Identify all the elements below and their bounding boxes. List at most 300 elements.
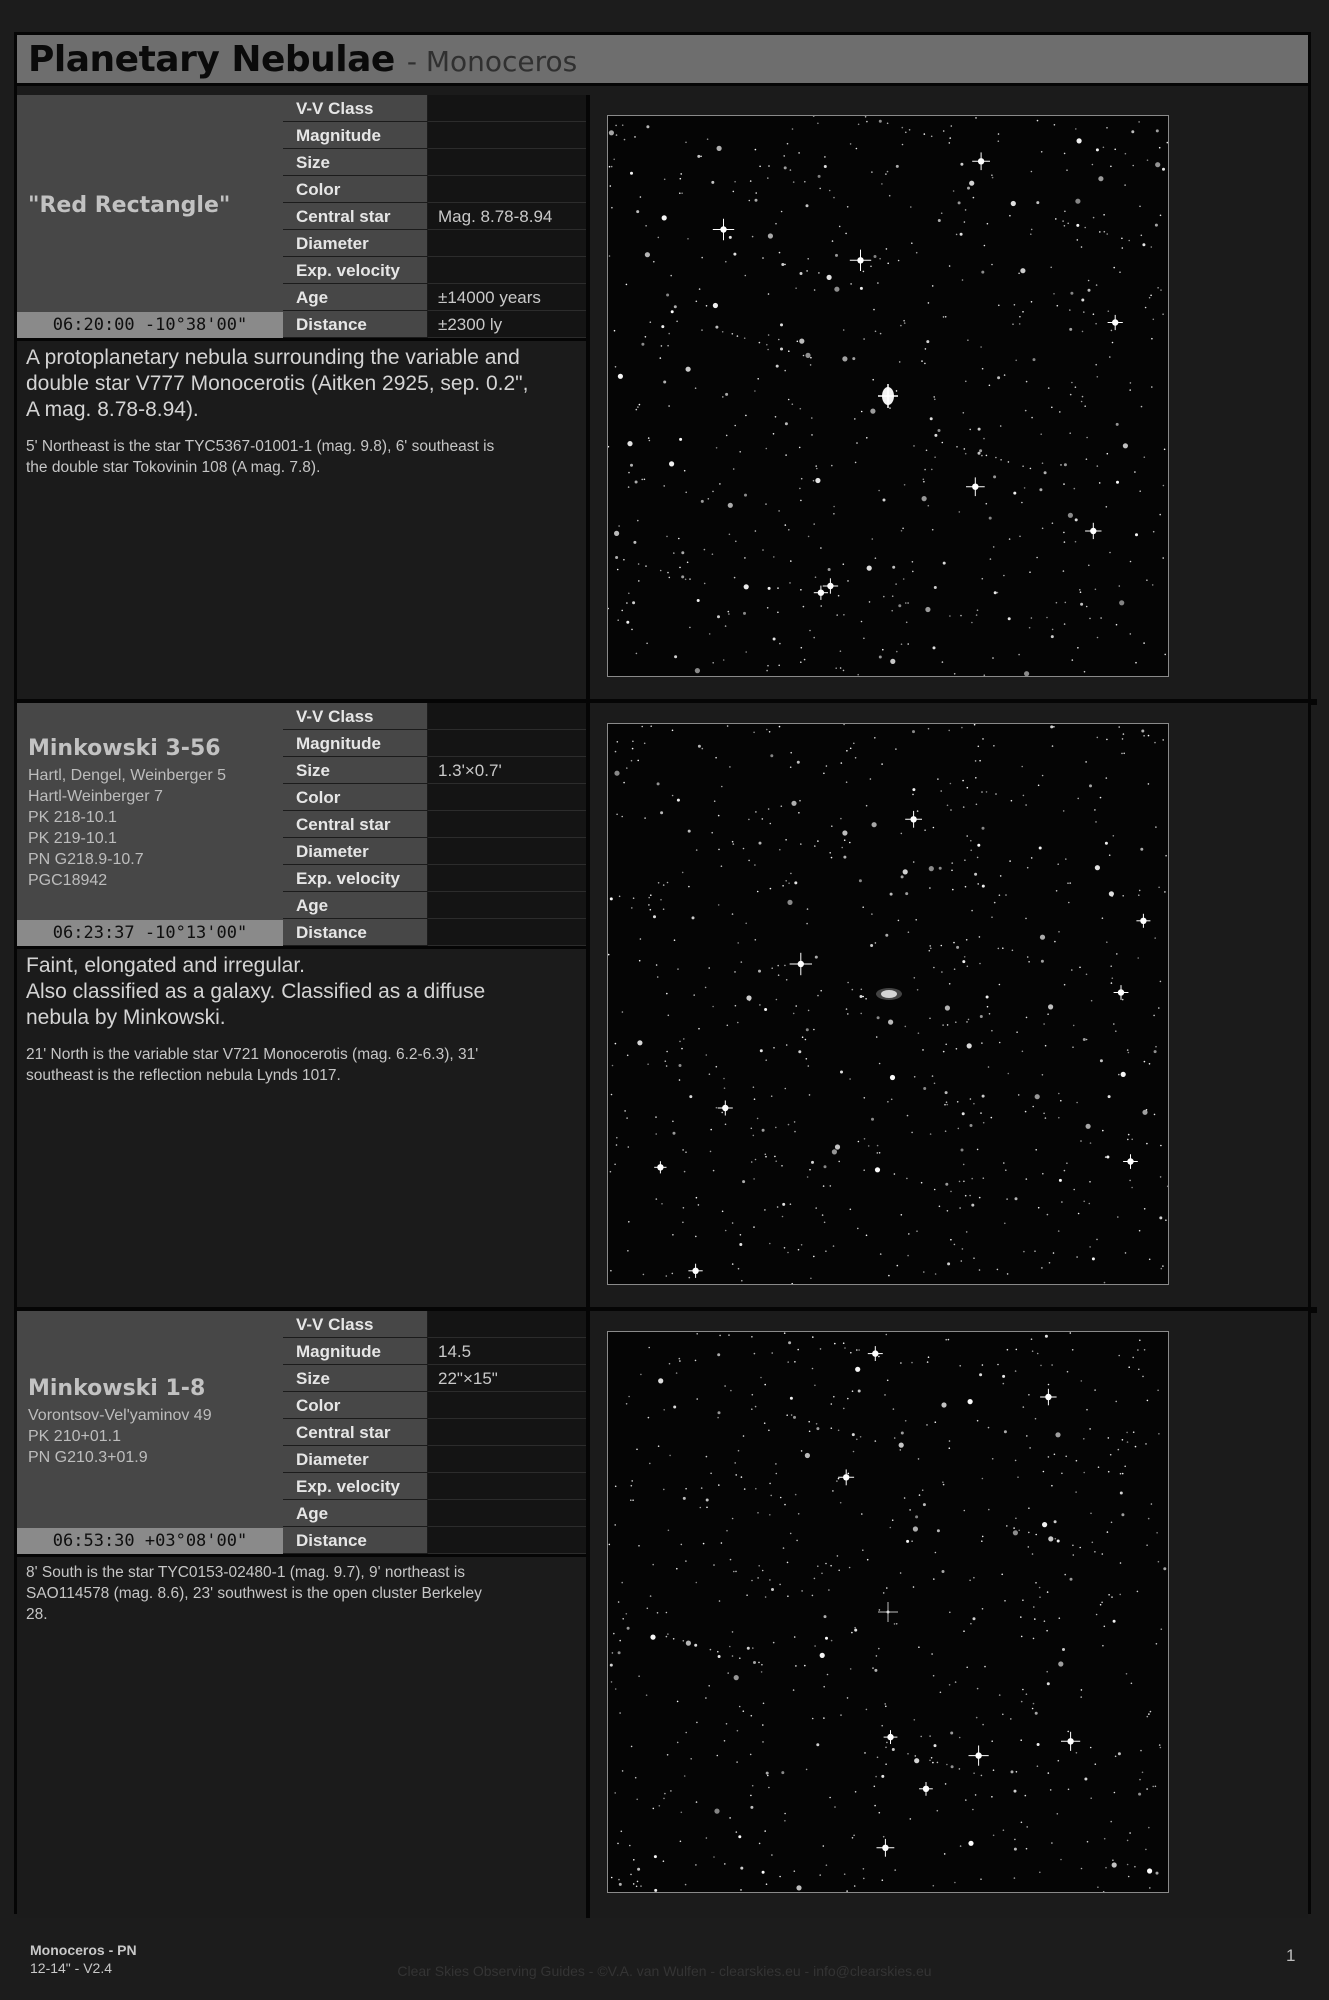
star [953,190,955,192]
star [799,488,801,490]
star [867,566,872,571]
star [611,1094,613,1096]
star [1128,1134,1130,1136]
star [621,1831,623,1833]
star [743,612,746,615]
star [1103,214,1105,216]
star [816,1427,819,1430]
star [933,967,935,969]
star [947,1024,949,1026]
star [803,606,805,608]
bright-star [884,1730,898,1744]
star [806,1028,809,1031]
property-label: Magnitude [283,730,427,757]
star [666,294,669,297]
star [857,1228,859,1230]
star [724,1863,726,1865]
star [962,279,964,281]
property-row-magnitude [283,730,586,757]
star [793,181,795,183]
star [833,197,835,199]
star [1047,1214,1049,1216]
star [1022,1051,1024,1053]
star [986,996,989,999]
star [966,1231,968,1233]
star [701,500,704,503]
star [672,1273,674,1275]
star [797,1349,799,1351]
star [945,316,947,318]
title-text: Planetary Nebulae [28,39,395,80]
star [965,453,967,455]
star [1022,1689,1024,1691]
star [784,166,787,169]
star [871,171,873,173]
property-label: Diameter [283,230,427,257]
star [932,1762,934,1764]
star [988,1427,990,1429]
star [915,1755,917,1757]
star [1057,863,1059,865]
star [1147,1400,1149,1402]
star [1131,130,1134,133]
star [1079,1547,1081,1549]
star [1106,506,1108,508]
star [616,814,618,816]
star [860,995,863,998]
star [773,556,775,558]
star [750,1754,752,1756]
star [786,1044,788,1046]
star [1087,1841,1089,1843]
star [1033,1638,1035,1640]
alias-item: PK 219-10.1 [28,830,117,847]
star [1062,1648,1065,1651]
bright-star [654,1161,666,1173]
star [1130,561,1132,563]
star [800,589,802,591]
star [1016,1771,1018,1773]
star [729,236,732,239]
star [623,782,625,784]
star [1094,1551,1096,1553]
star [1027,867,1029,869]
star [745,651,747,653]
star [834,1343,836,1345]
star [1032,1106,1034,1108]
star [779,1584,781,1586]
star [1161,1628,1163,1630]
star [770,823,772,825]
star [1072,1046,1074,1048]
star [1048,1456,1050,1458]
star [1068,513,1073,518]
star [825,1637,828,1640]
star [1090,1513,1092,1515]
star [710,1649,712,1651]
property-row-distance [283,919,586,946]
star [791,801,796,806]
star [793,1013,795,1015]
star [934,434,937,437]
star [901,1432,904,1435]
star [794,1131,796,1133]
star [992,1458,994,1460]
star-field-image [607,723,1169,1285]
star [937,778,939,780]
star [666,993,668,995]
star [696,1582,698,1584]
star [767,607,769,609]
star [711,832,713,834]
star [877,1016,880,1019]
star [923,481,925,483]
object-coordinates: 06:20:00 -10°38'00" [17,312,283,338]
star [688,886,690,888]
star [1065,858,1067,860]
star [864,1138,866,1140]
star [1028,1394,1030,1396]
star [963,806,965,808]
star [1122,1439,1124,1441]
star [928,505,930,507]
star [1145,1443,1147,1445]
star [1139,206,1141,208]
star [1111,330,1113,332]
star [1064,541,1066,543]
star [944,1104,946,1106]
star [717,1755,719,1757]
star [970,1098,972,1100]
star [918,1458,920,1460]
star [1154,1050,1157,1053]
star [661,1203,663,1205]
star [1081,299,1084,302]
star [754,864,756,866]
star [1040,935,1045,940]
star [637,406,639,408]
star [1132,165,1134,167]
star [876,1655,878,1657]
star [956,1048,958,1050]
star [708,1685,710,1687]
star [1151,246,1153,248]
star [644,817,646,819]
star [1058,1661,1063,1666]
star [1088,565,1090,567]
star [762,1129,765,1132]
star [1059,1617,1061,1619]
star [994,591,997,594]
star [1014,1848,1017,1851]
star [660,357,662,359]
star [816,1743,819,1746]
star [717,146,722,151]
star [1146,1544,1148,1546]
star [682,872,684,874]
star [650,1595,652,1597]
star [1080,1696,1082,1698]
property-value [428,257,586,284]
star [916,252,918,254]
star [1140,1750,1142,1752]
star [945,1005,950,1010]
star [848,1473,850,1475]
star [1135,662,1137,664]
star [783,1547,785,1549]
star [1118,1752,1121,1755]
star [893,1408,895,1410]
star [1156,1643,1158,1645]
star [787,900,792,905]
star [856,148,858,150]
star [775,223,777,225]
star [610,1664,613,1667]
star [814,1578,816,1580]
star [894,1173,896,1175]
star [1089,1181,1091,1183]
star [1031,617,1033,619]
star [777,965,779,967]
star [982,827,985,830]
star [763,1703,765,1705]
star [650,321,652,323]
star [644,743,646,745]
star [931,469,933,471]
star [957,1101,959,1103]
star [884,1703,886,1705]
star [987,223,989,225]
star [1058,1760,1060,1762]
star [1047,1682,1050,1685]
star [632,748,634,750]
star [714,1809,719,1814]
star [1053,1252,1055,1254]
object-section-minkowski-3-56 [17,703,1308,1310]
star [808,1010,810,1012]
star [964,221,966,223]
star [633,1859,635,1861]
star [636,653,638,655]
star [718,1484,720,1486]
star [905,602,907,604]
star [1055,1538,1057,1540]
star [937,1810,939,1812]
object-section-red-rectangle [17,95,1308,702]
star [942,442,944,444]
star [998,133,1000,135]
star [692,916,695,919]
star [969,1195,971,1197]
star [743,1435,745,1437]
property-row-exp-velocity [283,257,586,284]
star [814,1385,816,1387]
star [616,1144,618,1146]
star [1006,1525,1008,1527]
star [817,840,819,842]
star [1048,1384,1050,1386]
star [949,983,951,985]
star [1043,1113,1045,1115]
star [917,989,919,991]
star [649,440,651,442]
star [696,1801,698,1803]
star [887,1380,889,1382]
star [1054,941,1056,943]
star [1111,982,1113,984]
star [1054,1520,1057,1523]
star [711,181,714,184]
description-line: A protoplanetary nebula surrounding the variable and [26,346,520,369]
star [733,191,735,193]
star [1149,1887,1151,1889]
property-row-diameter [283,1446,586,1473]
star [1052,745,1054,747]
star [846,1890,848,1892]
star [960,1845,962,1847]
star [805,1453,810,1458]
star [1069,882,1071,884]
star [1035,1582,1037,1584]
star [713,1856,715,1858]
star [954,1244,956,1246]
star [922,1489,924,1491]
star [1092,1257,1095,1260]
star [627,1250,629,1252]
star [1027,956,1029,958]
property-row-vv-class [283,703,586,730]
star [628,1146,630,1148]
star [855,757,857,759]
star [790,752,792,754]
star [618,1879,620,1881]
star [646,643,648,645]
star [975,117,977,119]
star [877,1152,879,1154]
star [778,974,780,976]
star [874,1786,876,1788]
star [823,1845,825,1847]
star [1004,1223,1006,1225]
star [695,668,700,673]
star [1083,1038,1086,1041]
property-value: 14.5 [428,1338,586,1365]
star [851,1632,853,1634]
star [1137,957,1139,959]
star [1026,1435,1028,1437]
star [628,486,630,488]
star [843,329,845,331]
star [1122,895,1124,897]
star [1026,1826,1028,1828]
star [1159,514,1161,516]
star [645,336,647,338]
star [904,1497,906,1499]
star [734,577,736,579]
star [683,1497,686,1500]
star [1095,865,1100,870]
star [922,496,927,501]
star [999,984,1001,986]
star [907,643,909,645]
star [788,882,790,884]
star [1146,1143,1148,1145]
property-value [428,811,586,838]
star-field-image [607,1331,1169,1893]
star [697,599,700,602]
star [820,1653,825,1658]
star [1119,600,1124,605]
star [854,1885,856,1887]
star [827,1674,829,1676]
star [627,441,632,446]
star [924,363,926,365]
star [823,1717,825,1719]
star [1156,129,1159,132]
star [1075,199,1080,204]
star [1075,1491,1077,1493]
star [1058,931,1060,933]
star [926,340,929,343]
star [823,1686,825,1688]
star [1163,1567,1166,1570]
star [1009,215,1011,217]
star [1076,1256,1078,1258]
star [656,964,658,966]
star [1060,1100,1062,1102]
star [668,1530,670,1532]
star [1118,1449,1120,1451]
bright-star [1061,1732,1080,1751]
star [1107,1531,1109,1533]
star [1122,1473,1124,1475]
star [809,1094,811,1096]
star [1135,1446,1137,1448]
star [901,643,903,645]
star [981,1775,983,1777]
star [949,137,951,139]
star [633,541,636,544]
star [999,1694,1001,1696]
star [921,360,923,362]
star [871,913,873,915]
star [709,1073,711,1075]
star [1045,1045,1047,1047]
star [776,999,778,1001]
star [907,1753,909,1755]
star [760,1049,763,1052]
star [1069,432,1071,434]
star [843,670,845,672]
star [1067,223,1069,225]
star [779,1876,781,1878]
star [784,1504,786,1506]
star [855,1367,860,1372]
star [1011,800,1013,802]
star [1106,941,1108,943]
star [971,622,973,624]
star [831,1640,833,1642]
star [764,1384,766,1386]
star [1046,1671,1048,1673]
star [858,1349,860,1351]
star [630,1499,632,1501]
star [1043,1471,1045,1473]
bright-star [919,1782,933,1796]
star [1159,147,1161,149]
star [743,1710,745,1712]
star [770,1495,772,1497]
